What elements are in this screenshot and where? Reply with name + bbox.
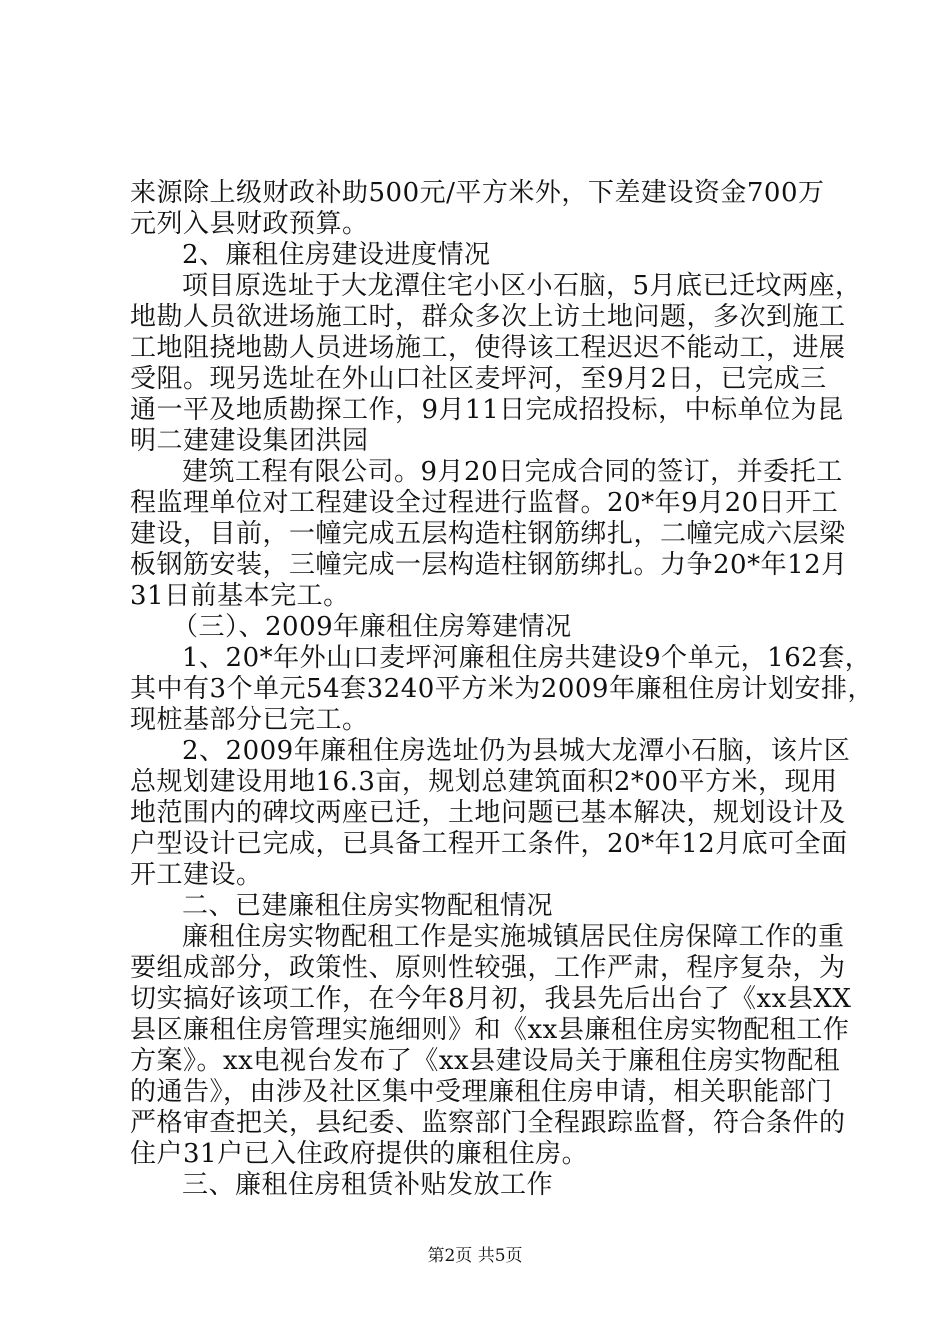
page-number-footer: 第2页 共5页	[427, 1246, 523, 1266]
section-heading: （三）、2009年廉租住房筹建情况	[172, 612, 572, 642]
section-heading: 三、廉租住房租赁补贴发放工作	[182, 1170, 554, 1200]
text-line: 31日前基本完工。	[130, 581, 350, 611]
text-line: 方案》。xx电视台发布了《xx县建设局关于廉租住房实物配租	[130, 1046, 841, 1076]
text-line: 其中有3个单元54套3240平方米为2009年廉租住房计划安排，	[130, 674, 874, 704]
text-line: 要组成部分，政策性、原则性较强，工作严肃，程序复杂，为	[130, 953, 846, 983]
section-heading: 2、廉租住房建设进度情况	[182, 240, 491, 270]
text-line: 通一平及地质勘探工作，9月11日完成招投标，中标单位为昆	[130, 395, 844, 425]
text-line: 的通告》，由涉及社区集中受理廉租住房申请，相关职能部门	[130, 1077, 833, 1107]
text-line: 严格审查把关，县纪委、监察部门全程跟踪监督，符合条件的	[130, 1108, 846, 1138]
text-line: 程监理单位对工程建设全过程进行监督。20*年9月20日开工	[130, 488, 839, 518]
text-line: 板钢筋安装，三幢完成一层构造柱钢筋绑扎。力争20*年12月	[130, 550, 848, 580]
text-line: 1、20*年外山口麦坪河廉租住房共建设9个单元，162套，	[182, 643, 872, 673]
section-heading: 二、已建廉租住房实物配租情况	[182, 891, 554, 921]
text-line: 明二建建设集团洪园	[130, 426, 369, 456]
text-line: 切实搞好该项工作，在今年8月初，我县先后出台了《xx县XX	[130, 984, 852, 1014]
text-line: 建筑工程有限公司。9月20日完成合同的签订，并委托工	[182, 457, 843, 487]
text-line: 元列入县财政预算。	[130, 209, 369, 239]
text-line: 地范围内的碑坟两座已迁，土地问题已基本解决，规划设计及	[130, 798, 846, 828]
text-line: 建设，目前，一幢完成五层构造柱钢筋绑扎，二幢完成六层梁	[130, 519, 846, 549]
text-line: 住户31户已入住政府提供的廉租住房。	[130, 1139, 589, 1169]
text-line: 廉租住房实物配租工作是实施城镇居民住房保障工作的重	[182, 922, 845, 952]
text-line: 项目原选址于大龙潭住宅小区小石脑，5月底已迁坟两座，	[182, 271, 862, 301]
text-line: 户型设计已完成，已具备工程开工条件，20*年12月底可全面	[130, 829, 848, 859]
text-line: 工地阻挠地勘人员进场施工，使得该工程迟迟不能动工，进展	[130, 333, 846, 363]
text-line: 现桩基部分已完工。	[130, 705, 369, 735]
text-line: 开工建设。	[130, 860, 263, 890]
text-line: 地勘人员欲进场施工时，群众多次上访土地问题，多次到施工	[130, 302, 846, 332]
text-line: 总规划建设用地16.3亩，规划总建筑面积2*00平方米，现用	[130, 767, 838, 797]
text-line: 2、2009年廉租住房选址仍为县城大龙潭小石脑，该片区	[182, 736, 851, 766]
text-line: 受阻。现另选址在外山口社区麦坪河，至9月2日，已完成三	[130, 364, 827, 394]
text-line: 来源除上级财政补助500元/平方米外，下差建设资金700万	[130, 178, 825, 208]
text-line: 县区廉租住房管理实施细则》和《xx县廉租住房实物配租工作	[130, 1015, 850, 1045]
